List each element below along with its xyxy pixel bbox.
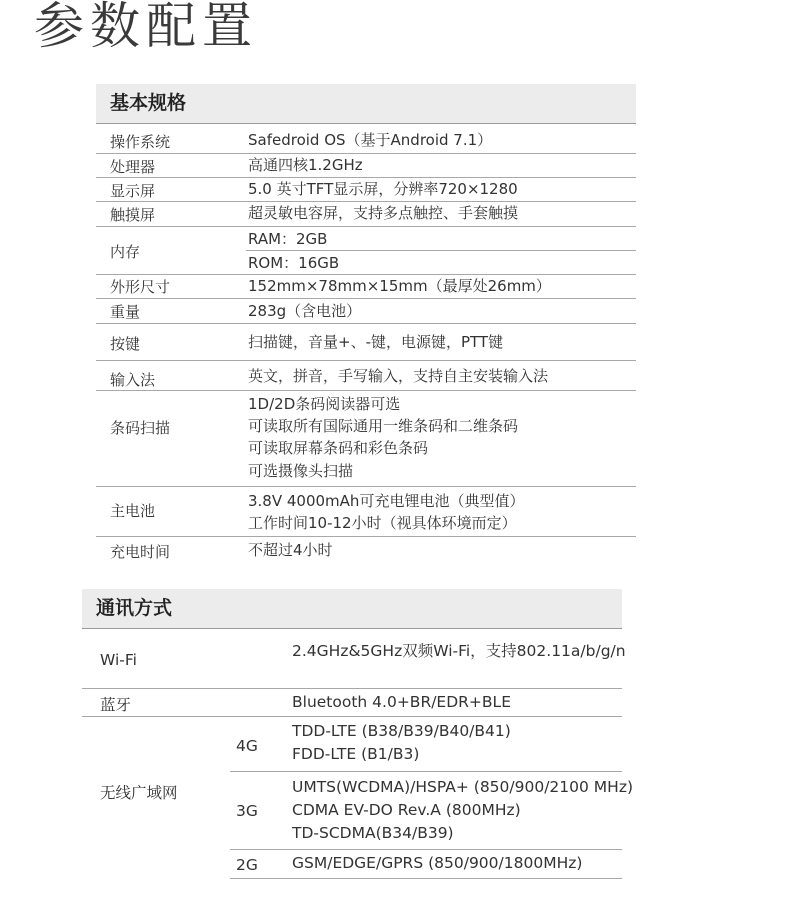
spec-value: 可读取所有国际通用一维条码和二维条码 xyxy=(248,417,519,435)
spec-value: 3.8V 4000mAh可充电锂电池（典型值） xyxy=(248,492,525,510)
wwan-band: FDD-LTE (B1/B3) xyxy=(292,745,420,763)
spec-value: 1D/2D条码阅读器可选 xyxy=(248,395,401,413)
spec-key: 重量 xyxy=(110,303,141,321)
basic-specs-heading-text: 基本规格 xyxy=(110,92,187,114)
comm-divider xyxy=(230,771,622,772)
spec-row-touchscreen xyxy=(96,202,636,227)
spec-value: 283g（含电池） xyxy=(248,302,362,320)
wwan-gen-3g: 3G xyxy=(236,802,258,820)
spec-row-display xyxy=(96,178,636,202)
wwan-gen-2g: 2G xyxy=(236,856,258,874)
spec-value: RAM：2GB xyxy=(248,230,328,248)
spec-row-input-method xyxy=(96,361,636,391)
spec-value: 可选摄像头扫描 xyxy=(248,462,354,480)
spec-value: 152mm×78mm×15mm（最厚处26mm） xyxy=(248,277,551,295)
page-title: 参数配置 xyxy=(34,0,258,55)
spec-row-dimensions xyxy=(96,275,636,299)
wifi-key: Wi-Fi xyxy=(100,651,137,669)
spec-value: 不超过4小时 xyxy=(248,541,333,559)
spec-value: Safedroid OS（基于Android 7.1） xyxy=(248,131,493,149)
spec-value: 英文，拼音，手写输入，支持自主安装输入法 xyxy=(248,367,549,385)
wwan-band: GSM/EDGE/GPRS (850/900/1800MHz) xyxy=(292,854,583,872)
spec-value: 可读取屏幕条码和彩色条码 xyxy=(248,439,429,457)
basic-specs-heading xyxy=(96,84,636,124)
wwan-gen-4g: 4G xyxy=(236,737,258,755)
spec-row-battery xyxy=(96,487,636,537)
spec-value: 超灵敏电容屏，支持多点触控、手套触摸 xyxy=(248,204,519,222)
comm-divider xyxy=(230,878,622,879)
wwan-band: TDD-LTE (B38/B39/B40/B41) xyxy=(292,722,511,740)
spec-row-os xyxy=(96,128,636,154)
comm-divider xyxy=(82,688,622,689)
wifi-value: 2.4GHz&5GHz双频Wi-Fi，支持802.11a/b/g/n xyxy=(292,642,626,660)
spec-key: 显示屏 xyxy=(110,182,156,200)
comm-heading xyxy=(82,589,622,629)
bluetooth-value: Bluetooth 4.0+BR/EDR+BLE xyxy=(292,693,511,711)
spec-key: 外形尺寸 xyxy=(110,278,171,296)
spec-row-weight xyxy=(96,299,636,324)
spec-key: 主电池 xyxy=(110,502,156,520)
comm-heading-text: 通讯方式 xyxy=(96,597,173,619)
wwan-band: UMTS(WCDMA)/HSPA+ (850/900/2100 MHz) xyxy=(292,778,634,796)
spec-value: 工作时间10-12小时（视具体环境而定） xyxy=(248,514,517,532)
wwan-key: 无线广域网 xyxy=(100,784,178,802)
spec-key: 条码扫描 xyxy=(110,419,171,437)
spec-value: 高通四核1.2GHz xyxy=(248,156,363,174)
spec-key: 输入法 xyxy=(110,371,156,389)
comm-divider xyxy=(230,849,622,850)
spec-row-barcode xyxy=(96,391,636,487)
spec-row-charging-time xyxy=(96,537,636,563)
spec-key: 操作系统 xyxy=(110,133,171,151)
spec-row-processor xyxy=(96,154,636,178)
spec-key: 内存 xyxy=(110,243,141,261)
memory-divider xyxy=(246,250,636,251)
comm-divider xyxy=(82,716,622,717)
spec-value: ROM：16GB xyxy=(248,254,340,272)
spec-key: 触摸屏 xyxy=(110,206,156,224)
bluetooth-key: 蓝牙 xyxy=(100,696,132,714)
spec-value: 扫描键，音量+、-键，电源键，PTT键 xyxy=(248,333,504,351)
spec-row-keys xyxy=(96,324,636,361)
spec-value: 5.0 英寸TFT显示屏，分辨率720×1280 xyxy=(248,180,518,198)
wwan-band: TD-SCDMA(B34/B39) xyxy=(292,824,454,842)
spec-key: 充电时间 xyxy=(110,543,171,561)
spec-key: 按键 xyxy=(110,335,141,353)
wwan-band: CDMA EV-DO Rev.A (800MHz) xyxy=(292,801,521,819)
spec-key: 处理器 xyxy=(110,158,156,176)
spec-row-memory xyxy=(96,227,636,275)
